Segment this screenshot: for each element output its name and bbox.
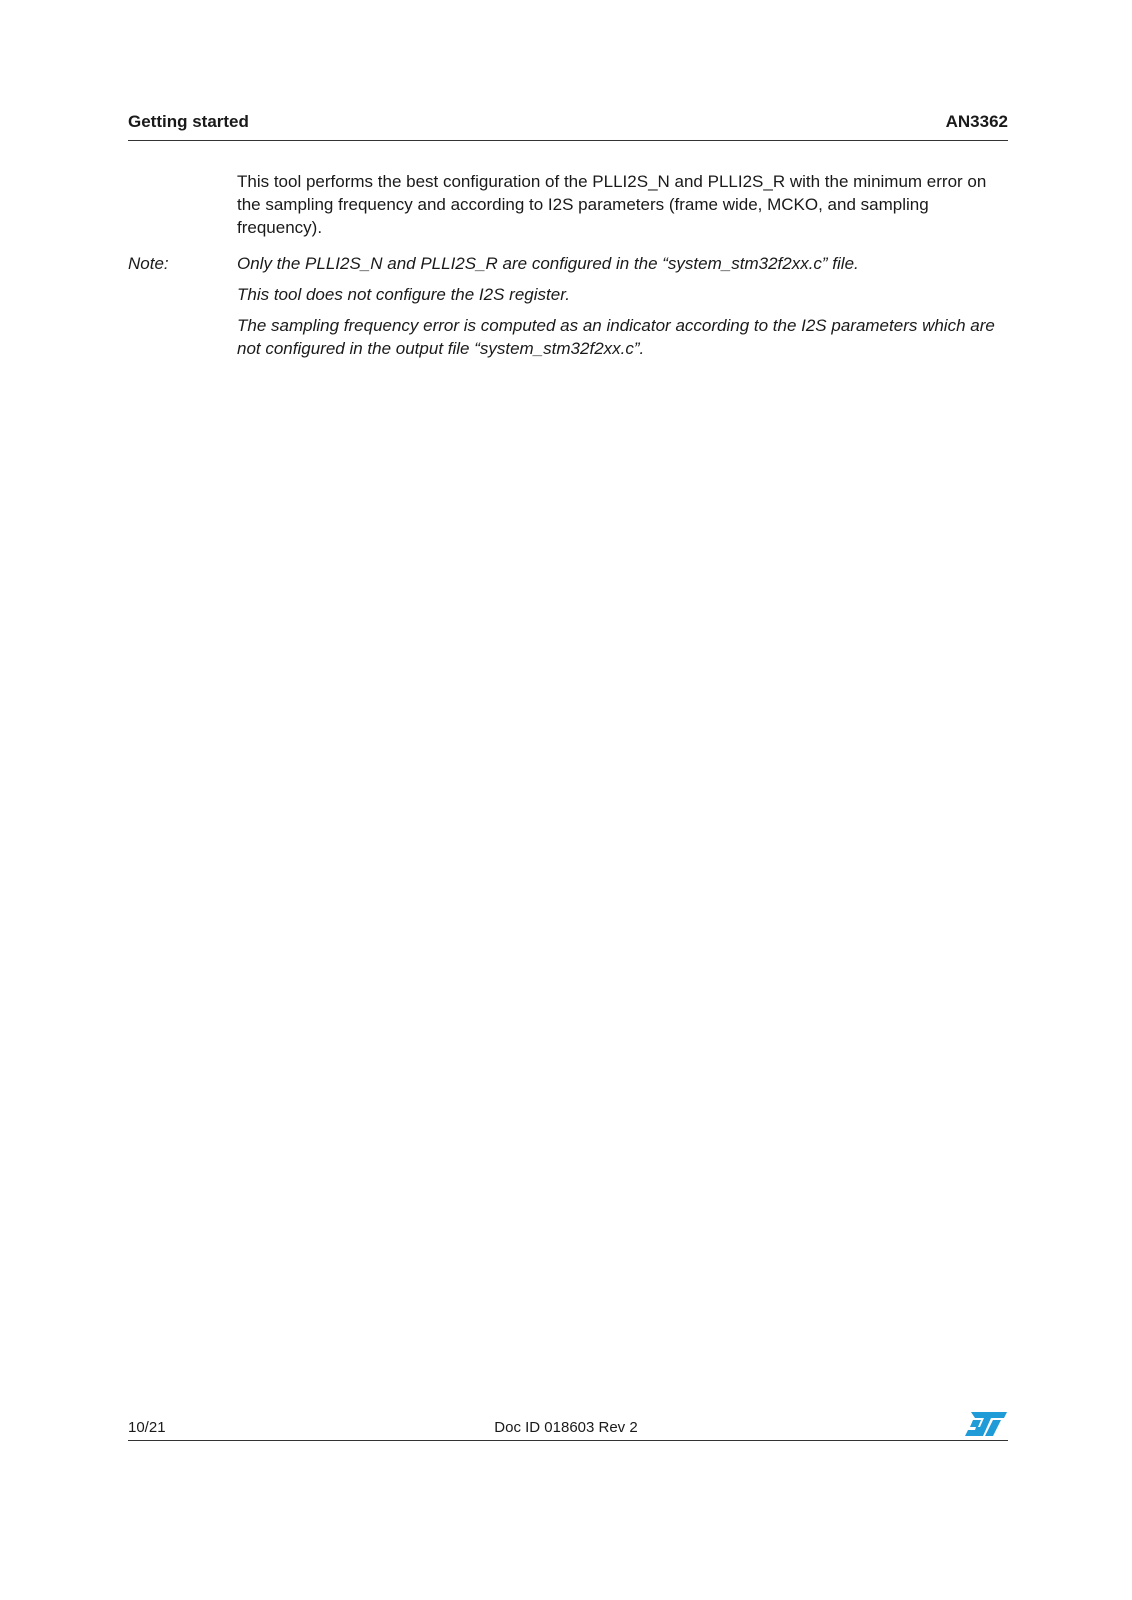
st-logo-icon [963, 1410, 1009, 1438]
note-label: Note: [128, 254, 169, 273]
note-line: The sampling frequency error is computed as an indicator according to the I2S parameters which are not configured in the output file “system_stm32f2xx.c”. [237, 316, 995, 358]
section-title: Getting started [128, 112, 249, 131]
footer-divider [128, 1440, 1008, 1441]
doc-id: Doc ID 018603 Rev 2 [494, 1419, 638, 1436]
page-number: 10/21 [128, 1419, 166, 1436]
page-header [128, 110, 1008, 134]
header-divider [128, 140, 1008, 141]
doc-code: AN3362 [945, 112, 1008, 131]
note-block [237, 252, 1008, 368]
note-line: Only the PLLI2S_N and PLLI2S_R are configured in the “system_stm32f2xx.c” file. [237, 254, 859, 273]
body-paragraph: This tool performs the best configuration of the PLLI2S_N and PLLI2S_R with the minimum error on the sampling frequency and according to I2S parameters (frame wide, MCKO, and sampling frequency). [237, 172, 987, 237]
note-line: This tool does not configure the I2S register. [237, 285, 570, 304]
